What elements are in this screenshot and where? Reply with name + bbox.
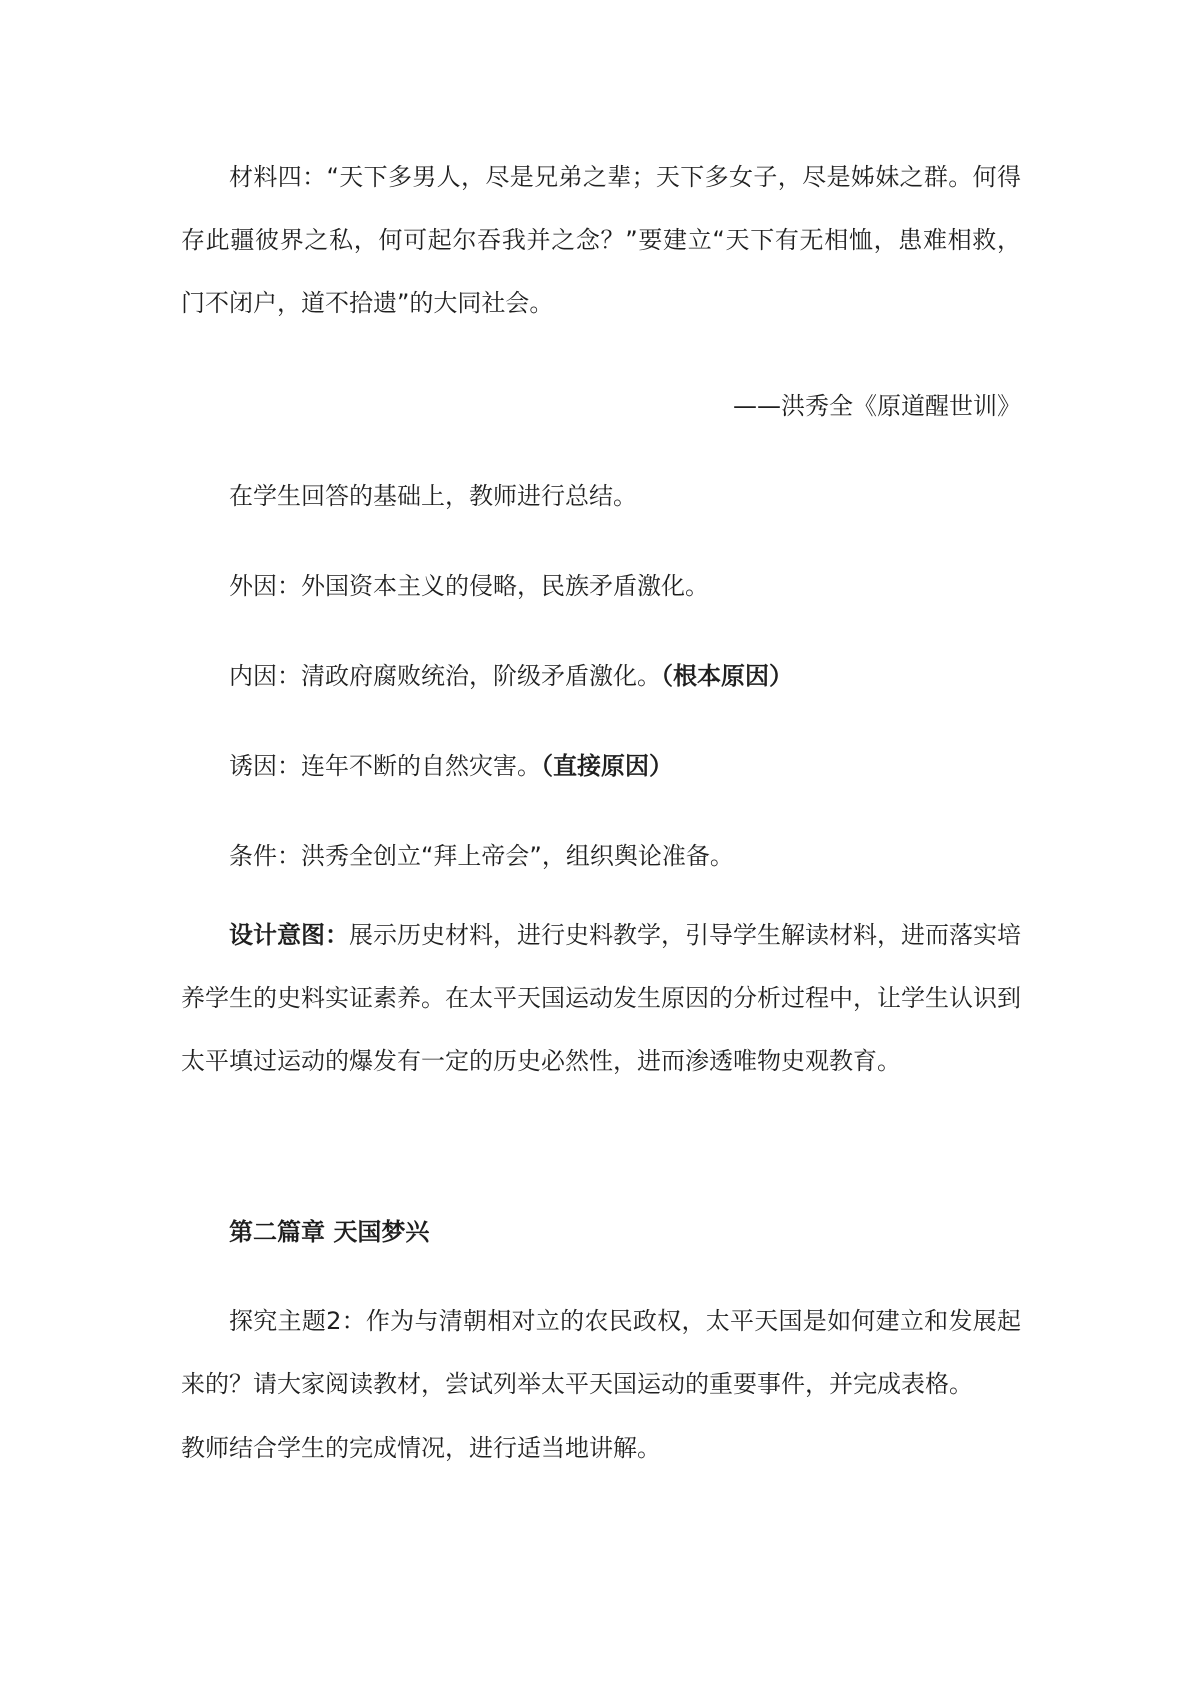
cause-label: 条件： xyxy=(229,842,301,870)
cause-trigger xyxy=(229,750,673,782)
cause-external xyxy=(229,570,709,602)
cause-text: 清政府腐败统治，阶级矛盾激化。 xyxy=(301,662,661,690)
design-intent-text: 展示历史材料，进行史料教学，引导学生解读材料，进而落实培养学生的史料实证素养。在太平天国运动发生原因的分析过程中，让学生认识到太平填过运动的爆发有一定的历史必然性，进而渗透唯物史观教育。 xyxy=(181,921,1021,1075)
teacher-note: 教师结合学生的完成情况，进行适当地讲解。 xyxy=(181,1434,661,1462)
material-four-text: 材料四：“天下多男人，尽是兄弟之辈；天下多女子，尽是姊妹之群。何得存此疆彼界之私，何可起尔吞我并之念？”要建立“天下有无相恤，患难相救，门不闭户，道不拾遗”的大同社会。 xyxy=(181,163,1021,317)
material-four-source: ——洪秀全《原道醒世训》 xyxy=(733,392,1021,420)
cause-text: 洪秀全创立“拜上帝会”，组织舆论准备。 xyxy=(301,842,734,870)
chapter-heading: 第二篇章 天国梦兴 xyxy=(229,1218,430,1246)
topic-two-text: 探究主题2：作为与清朝相对立的农民政权，太平天国是如何建立和发展起来的？请大家阅读教材，尝试列举太平天国运动的重要事件，并完成表格。 xyxy=(181,1307,1021,1398)
cause-internal xyxy=(229,660,793,692)
material-four-paragraph xyxy=(181,146,1021,335)
cause-text: 外国资本主义的侵略，民族矛盾激化。 xyxy=(301,572,709,600)
design-intent-paragraph xyxy=(181,904,1021,1093)
topic-two-paragraph xyxy=(181,1290,1021,1416)
cause-label: 外因： xyxy=(229,572,301,600)
cause-note: （根本原因） xyxy=(661,662,793,690)
cause-label: 诱因： xyxy=(229,752,301,780)
cause-text: 连年不断的自然灾害。 xyxy=(301,752,541,780)
design-intent-label: 设计意图： xyxy=(229,921,349,949)
cause-note: （直接原因） xyxy=(541,752,673,780)
cause-condition xyxy=(229,840,734,872)
summary-intro: 在学生回答的基础上，教师进行总结。 xyxy=(229,482,637,510)
cause-label: 内因： xyxy=(229,662,301,690)
